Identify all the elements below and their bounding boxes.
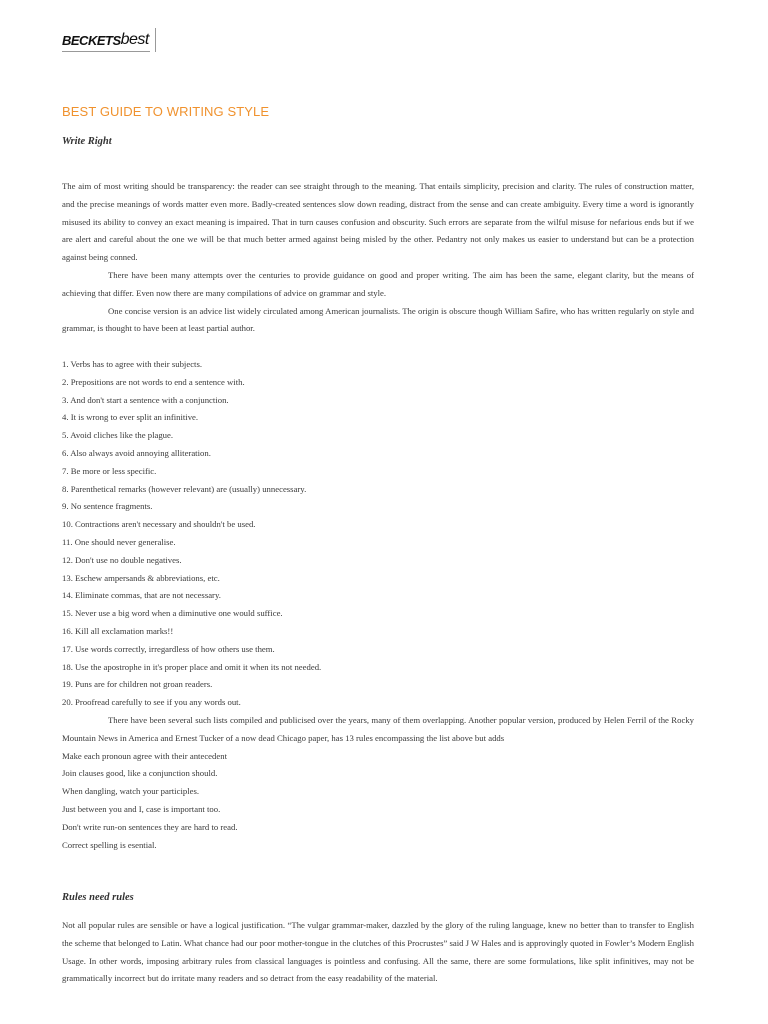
list-item: 12. Don't use no double negatives. bbox=[62, 554, 182, 565]
intro-text bbox=[62, 178, 694, 338]
list-item: 5. Avoid cliches like the plague. bbox=[62, 430, 174, 441]
list-item: Join clauses good, like a conjunction should. bbox=[62, 768, 218, 779]
list-item: 16. Kill all exclamation marks!! bbox=[62, 625, 174, 636]
section-heading-write-right: Write Right bbox=[62, 136, 112, 147]
list-item: 18. Use the apostrophe in it's proper place and omit it when its not needed. bbox=[62, 661, 322, 672]
list-item: 10. Contractions aren't necessary and shouldn't be used. bbox=[62, 519, 256, 530]
paragraph-several-lists: There have been several such lists compiled and publicised over the years, many of them overlapping. Another popular version, produced by Helen Ferril of the Rocky Mountain News in America and Ernest Tucker of a now dead Chicago paper, has 13 rules encompassing the list above but adds bbox=[62, 714, 694, 743]
list-item: 13. Eschew ampersands & abbreviations, etc. bbox=[62, 572, 220, 583]
paragraph-aim: The aim of most writing should be transparency: the reader can see straight through to the meaning. That entails simplicity, precision and clarity. The rules of construction matter, and the precise meanings of words matter even more. Badly-created sentences slow down reading, distract from the sense and can create ambiguity. Every time a word is ignorantly misused its ability to convey an exact meaning is impaired. That in turn causes confusion and obscurity. Such errors are separate from the wilful misuse for nefarious ends but if we are alert and careful about the one we will be that much better armed against being misled by the other. Pedantry not only makes us easier to understand but can be a protection against being conned. bbox=[62, 181, 694, 263]
logo-text-beckets: BECKETS bbox=[62, 32, 121, 48]
list-item: Don't write run-on sentences they are hard to read. bbox=[62, 821, 238, 832]
beckets-best-logo bbox=[62, 28, 156, 52]
logo-divider bbox=[62, 51, 150, 52]
list-item: 2. Prepositions are not words to end a sentence with. bbox=[62, 376, 245, 387]
section-heading-rules-need-rules: Rules need rules bbox=[62, 892, 134, 903]
rules-section bbox=[62, 356, 694, 854]
page-title: BEST GUIDE TO WRITING STYLE bbox=[62, 104, 270, 119]
rules-list bbox=[62, 356, 694, 712]
list-item: 9. No sentence fragments. bbox=[62, 501, 153, 512]
list-item: Just between you and I, case is important too. bbox=[62, 803, 221, 814]
list-item: 7. Be more or less specific. bbox=[62, 465, 157, 476]
list-item: 20. Proofread carefully to see if you any words out. bbox=[62, 697, 241, 708]
paragraph-concise-version: One concise version is an advice list widely circulated among American journalists. The origin is obscure though William Safire, who has written regularly on style and grammar, is thought to have been at least partial author. bbox=[62, 305, 694, 334]
list-item: 15. Never use a big word when a diminutive one would suffice. bbox=[62, 608, 283, 619]
list-item: Correct spelling is esential. bbox=[62, 839, 157, 850]
list-item: 14. Eliminate commas, that are not necessary. bbox=[62, 590, 221, 601]
list-item: 4. It is wrong to ever split an infinitive. bbox=[62, 412, 199, 423]
list-item: 1. Verbs has to agree with their subjects. bbox=[62, 359, 203, 369]
list-item: 8. Parenthetical remarks (however relevant) are (usually) unnecessary. bbox=[62, 483, 307, 494]
list-item: 11. One should never generalise. bbox=[62, 536, 176, 547]
logo-text-best: best bbox=[120, 31, 149, 48]
list-item: When dangling, watch your participles. bbox=[62, 786, 200, 797]
rules-need-rules-text bbox=[62, 917, 694, 988]
list-item: 3. And don't start a sentence with a conjunction. bbox=[62, 394, 229, 405]
paragraph-attempts: There have been many attempts over the centuries to provide guidance on good and proper writing. The aim has been the same, elegant clarity, but the means of achieving that differ. Even now there are many compilations of advice on grammar and style. bbox=[62, 269, 694, 298]
list-item: Make each pronoun agree with their antecedent bbox=[62, 750, 227, 761]
list-item: 17. Use words correctly, irregardless of how others use them. bbox=[62, 643, 275, 654]
list-item: 19. Puns are for children not groan readers. bbox=[62, 679, 213, 690]
list-item: 6. Also always avoid annoying alliteration. bbox=[62, 447, 211, 458]
paragraph-vulgar-grammar: Not all popular rules are sensible or have a logical justification. “The vulgar grammar-maker, dazzled by the glory of the ruling language, knew no better than to transfer to English the scheme that belonged to Latin. What chance had our poor mother-tongue in the clutches of this Procrustes” said J W Hales and is approvingly quoted in Fowler’s Modern English Usage. In other words, imposing arbitrary rules from classical languages is pointless and confusing. All the same, there are some formulations, like split infinitives, may not be grammatically incorrect but do irritate many readers and so detract from the easy readability of the material. bbox=[62, 920, 694, 984]
extra-rules-list bbox=[62, 748, 694, 855]
